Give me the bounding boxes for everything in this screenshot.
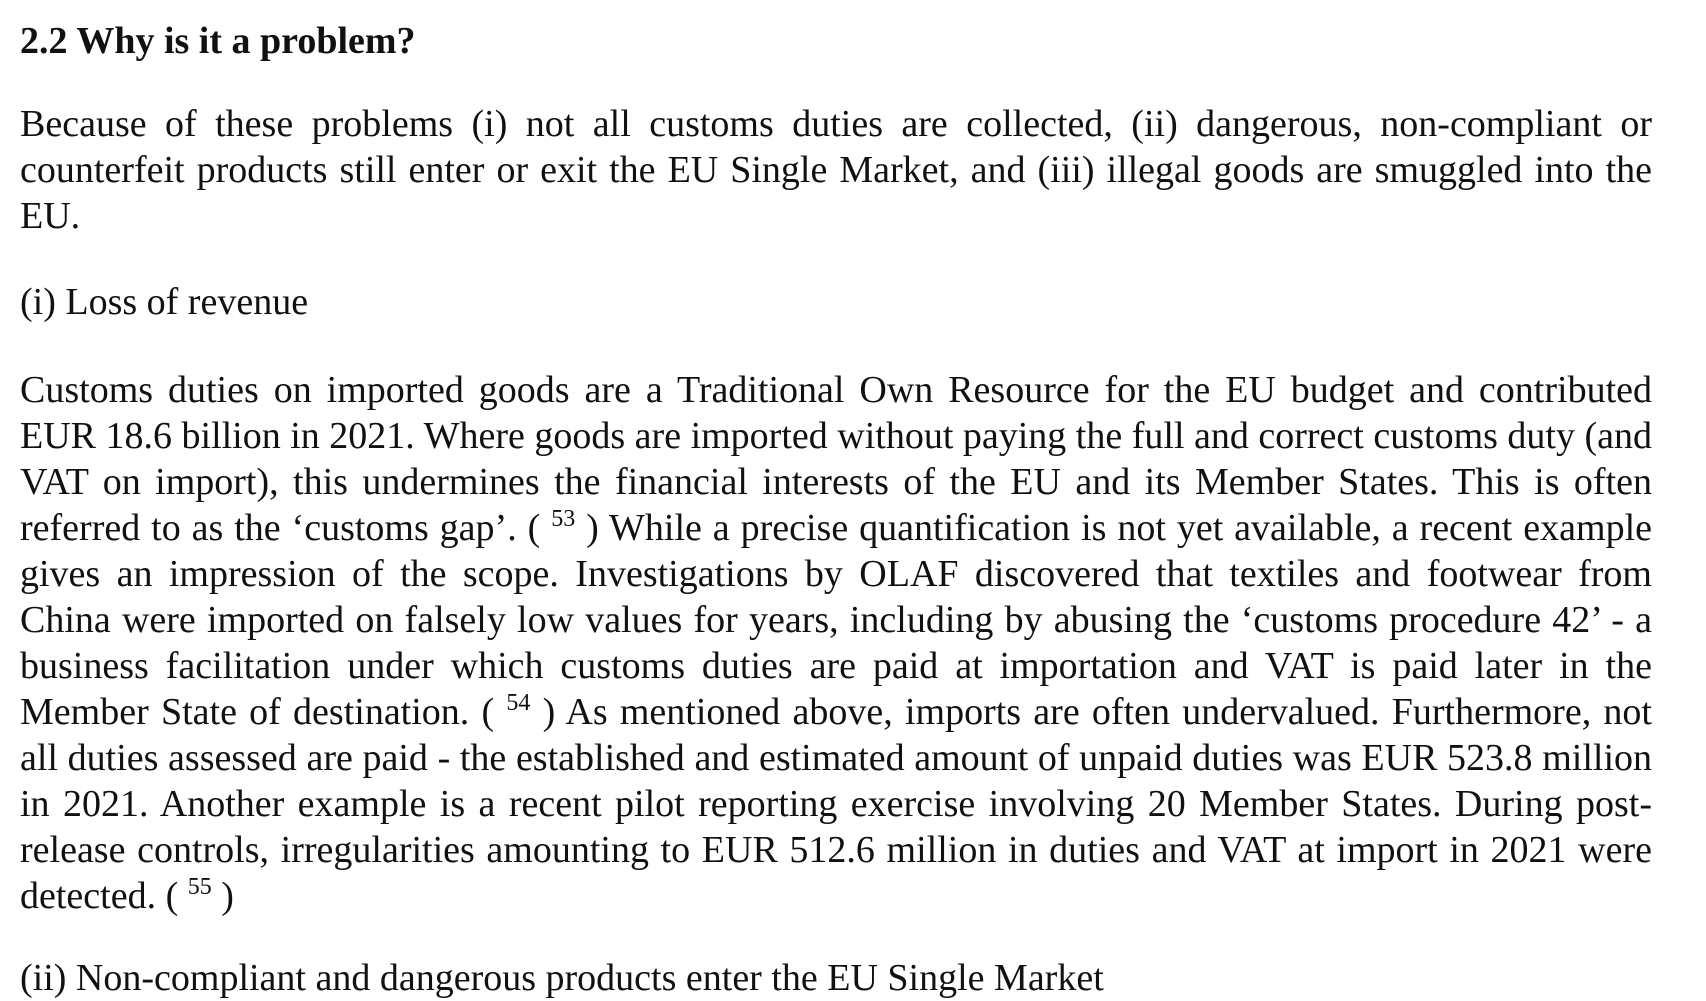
body-text-part-3: ) As mentioned above, imports are often undervalued. Furthermore, not all duties assessed are paid - the established and estimated amount of unpaid duties was EUR 523.8 million in 2021. Another example is a recent pilot reporting exercise involving 20 Member States. During post-release controls, irregularities amounting to EUR 512.6 million in duties and VAT at import in 2021 were detected. ( bbox=[20, 691, 1652, 917]
subsection-title: (i) Loss of revenue bbox=[20, 281, 309, 323]
footnote-ref-55[interactable]: 55 bbox=[187, 874, 212, 900]
intro-paragraph: Because of these problems (i) not all customs duties are collected, (ii) dangerous, non-compliant or counterfeit products still enter or exit the EU Single Market, and (iii) illegal goods are smuggled into the EU. bbox=[20, 103, 1652, 237]
body-text-part-1: Customs duties on imported goods are a Traditional Own Resource for the EU budget and contributed EUR 18.6 billion in 2021. Where goods are imported without paying the full and correct customs duty (and VAT on import), this undermines the financial interests of the EU and its Member States. This is often referred to as the ‘customs gap’. ( bbox=[20, 369, 1652, 549]
document-page bbox=[20, 0, 1652, 1001]
body-text-part-2: ) While a precise quantification is not yet available, a recent example gives an impression of the scope. Investigations by OLAF discovered that textiles and footwear from China were imported on falsely low values for years, including by abusing the ‘customs procedure 42’ - a business facilitation under which customs duties are paid at importation and VAT is paid later in the Member State of destination. ( bbox=[20, 507, 1652, 733]
body-paragraph bbox=[20, 367, 1652, 919]
footnote-ref-53[interactable]: 53 bbox=[551, 506, 576, 532]
next-subsection-title: (ii) Non-compliant and dangerous products enter the EU Single Market bbox=[20, 957, 1104, 999]
section-heading: 2.2 Why is it a problem? bbox=[20, 20, 416, 62]
body-text-part-4: ) bbox=[211, 875, 234, 917]
footnote-ref-54[interactable]: 54 bbox=[506, 690, 531, 716]
